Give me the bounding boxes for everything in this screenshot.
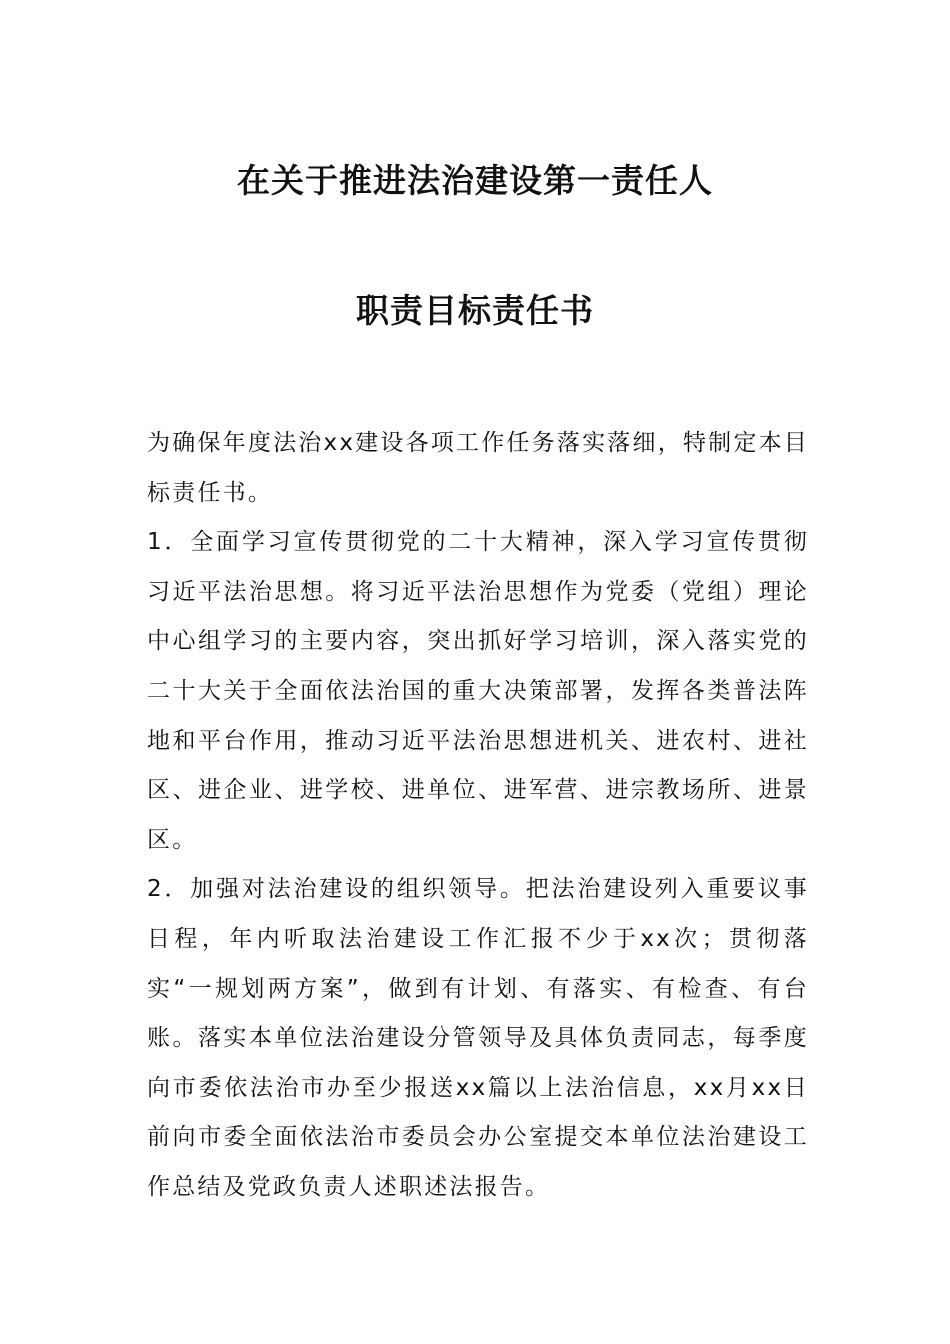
document-title-line-2: 职责目标责任书 <box>356 291 594 330</box>
document-title-line-1: 在关于推进法治建设第一责任人 <box>237 161 713 200</box>
document-body <box>147 419 809 1213</box>
intro-paragraph: 为确保年度法治xx建设各项工作任务落实落细，特制定本目标责任书。 <box>147 430 809 506</box>
item-2-paragraph: 2．加强对法治建设的组织领导。把法治建设列入重要议事日程，年内听取法治建设工作汇报不少于xx次；贯彻落实“一规划两方案”，做到有计划、有落实、有检查、有台账。落实本单位法治建设分管领导及具体负责同志，每季度向市委依法治市办至少报送xx篇以上法治信息，xx月xx日前向市委全面依法治市委员会办公室提交本单位法治建设工作总结及党政负责人述职述法报告。 <box>147 876 809 1200</box>
item-1-paragraph: 1．全面学习宣传贯彻党的二十大精神，深入学习宣传贯彻习近平法治思想。将习近平法治思想作为党委（党组）理论中心组学习的主要内容，突出抓好学习培训，深入落实党的二十大关于全面依法治国的重大决策部署，发挥各类普法阵地和平台作用，推动习近平法治思想进机关、进农村、进社区、进企业、进学校、进单位、进军营、进宗教场所、进景区。 <box>147 529 809 853</box>
